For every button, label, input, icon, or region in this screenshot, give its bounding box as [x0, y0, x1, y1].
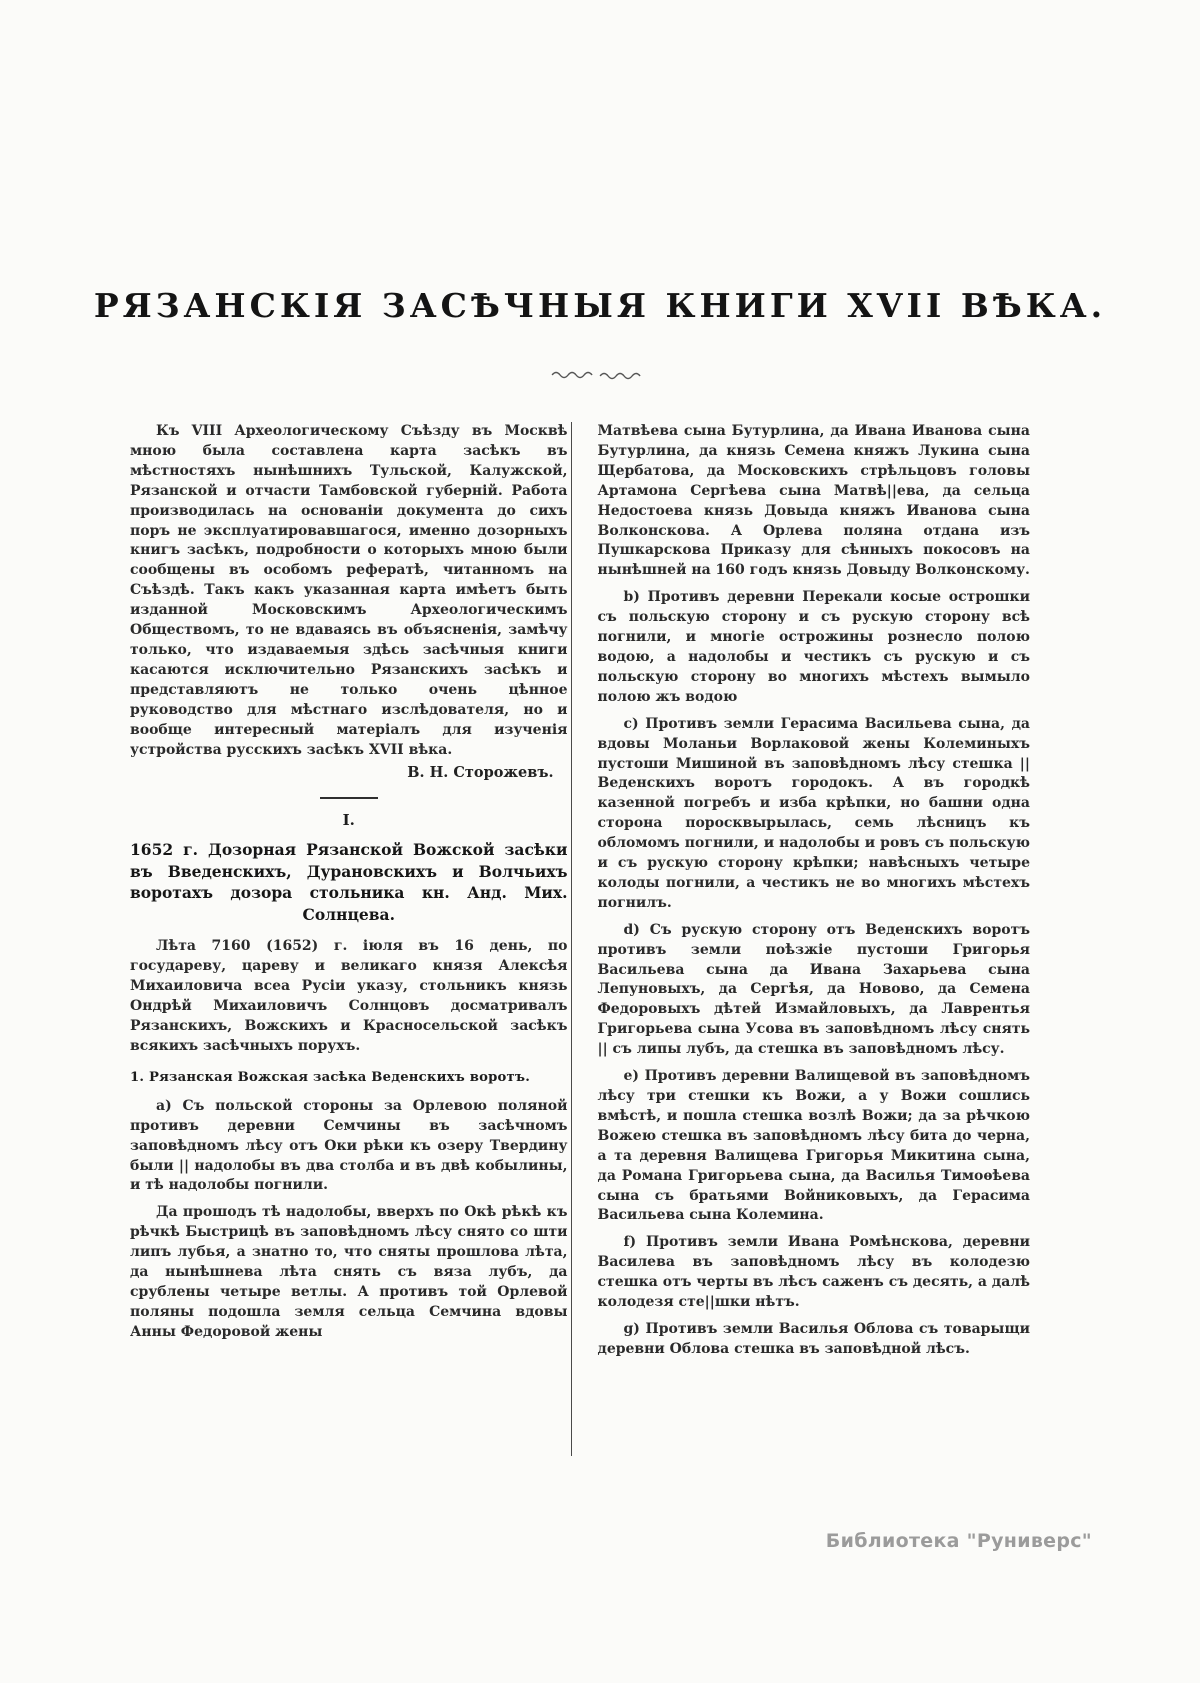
item-e-paragraph: e) Противъ деревни Валищевой въ заповѣдномъ лѣсу три стешки къ Вожи, а у Вожи сошлись вмѣстѣ, и пошла стешка возлѣ Вожи; да за рѣчкою Вожею стешка въ заповѣдномъ лѣсу бита до черна, а та деревня Валищева Григорья Микитина сына, да Романа Григорьева сына, да Василья Тимоѳѣева сына съ братьями Войниковыхъ, да Герасима Васильева сына Колемина. [597, 1068, 1030, 1224]
section-number: I. [342, 811, 355, 830]
author-signature: В. Н. Сторожевъ. [407, 764, 554, 782]
intro-paragraph: Къ VIII Археологическому Съѣзду въ Москвѣ мною была составлена карта засѣкъ въ мѣстностяхъ нынѣшнихъ Тульской, Калужской, Рязанской и отчасти Тамбовской губерній. Работа производилась на основаніи документа до сихъ поръ не эксплуатировавшагося, именно дозорныхъ книгъ засѣкъ, подробности о которыхъ мною были сообщены въ особомъ рефератѣ, читанномъ на Съѣздѣ. Такъ какъ указанная карта имѣетъ быть изданной Московскимъ Археологическимъ Обществомъ, то не вдаваясь въ объясненія, замѣчу только, что издаваемыя здѣсь засѣчныя книги касаются исключительно Рязанскихъ засѣкъ и представляютъ не только очень цѣнное руководство для мѣстнаго изслѣдователя, но и вообще интересный матеріалъ для изученія устройства русскихъ засѣкъ XVII вѣка. [130, 423, 568, 758]
continuation-paragraph: Матвѣева сына Бутурлина, да Ивана Иванова сына Бутурлина, да князь Семена княжъ Лукина сына Щербатова, да Московскихъ стрѣльцовъ головы Артамона Сергѣева сына Матвѣ||ева, да сельца Недостоева князь Довыда княжъ Иванова сына Волконскова. А Орлева поляна отдана изъ Пушкарскова Приказу для сѣнныхъ покосовъ на нынѣшней на 160 годъ князь Довыду Волконскому. [597, 423, 1030, 579]
item-c-paragraph: c) Противъ земли Герасима Васильева сына, да вдовы Моланьи Ворлаковой жены Колеминыхъ пустоши Мишиной въ заповѣдномъ лѣсу стешка || Веденскихъ воротъ городокъ. А въ городкѣ казенной погребъ и изба крѣпки, но башни одна сторона поросквырылась, семь лѣсницъ къ обломомъ погнили, и надолобы и ровъ съ польскую и съ рускую сторону крѣпки; навѣсныхъ четыре колоды погнили, а честикъ не во многихъ мѣстехъ погнилъ. [597, 715, 1030, 911]
left-column [130, 422, 568, 1360]
opening-paragraph: Лѣта 7160 (1652) г. іюля въ 16 день, по государеву, цареву и великаго князя Алексѣя Михаиловича всеа Русіи указу, стольникъ князь Ондрѣй Михаиловичъ Солнцовъ досматривалъ Рязанскихъ, Вожскихъ и Красносельской засѣкъ всякихъ засѣчныхъ порухъ. [130, 938, 568, 1054]
section-rule [320, 797, 378, 799]
item-g-paragraph: g) Противъ земли Василья Облова съ товарыщи деревни Облова стешка въ заповѣдной лѣсъ. [597, 1320, 1030, 1357]
library-watermark: Библиотека "Руниверс" [825, 1530, 1092, 1552]
subsection-heading: 1. Рязанская Вожская засѣка Веденскихъ воротъ. [130, 1069, 531, 1085]
two-column-text [130, 422, 1030, 1360]
right-column [585, 422, 1031, 1360]
item-d-paragraph: d) Съ рускую сторону отъ Веденскихъ воротъ противъ земли поѣзжіе пустоши Григорья Васильева сына да Ивана Захарьева сына Лепуновыхъ, да Сергѣя, да Новово, да Семена Федоровыхъ дѣтей Измайловыхъ, да Лаврентья Григорьева сына Усова въ заповѣдномъ лѣсу снять || съ липы лубъ, да стешка въ заповѣдномъ лѣсу. [597, 921, 1030, 1058]
ornament-squiggle-icon [550, 366, 646, 385]
item-a-continuation: Да прошодъ тѣ надолобы, вверхъ по Окѣ рѣкѣ къ рѣчкѣ Быстрицѣ въ заповѣдномъ лѣсу снято со шти липъ лубья, а знатно то, что сняты прошлова лѣта, да нынѣшнева лѣта снять съ вяза лубъ, да срублены четыре ветлы. А противъ той Орлевой поляны подошла земля сельца Семчина вдовы Анны Федоровой жены [130, 1204, 568, 1340]
item-a-paragraph: а) Съ польской стороны за Орлевою поляной противъ деревни Семчины въ засѣчномъ заповѣдномъ лѣсу отъ Оки рѣки къ озеру Твердину были || надолобы въ два столба и въ двѣ кобылины, и тѣ надолобы погнили. [130, 1097, 568, 1194]
page-title: РЯЗАНСКІЯ ЗАСѢЧНЫЯ КНИГИ XVII ВѢКА. [93, 286, 1107, 325]
section-heading: 1652 г. Дозорная Рязанской Вожской засѣки въ Введенскихъ, Дурановскихъ и Волчьихъ воротахъ дозора стольника кн. Анд. Мих. Солнцева. [130, 840, 568, 924]
item-f-paragraph: f) Противъ земли Ивана Ромѣнскова, деревни Василева въ заповѣдномъ лѣсу въ колодезю стешка отъ черты въ лѣсъ саженъ съ десять, а далѣ колодезя сте||шки нѣтъ. [597, 1234, 1030, 1311]
item-b-paragraph: b) Противъ деревни Перекали косые острошки съ польскую сторону и съ рускую сторону всѣ погнили, и многіе острожины рознесло полою водою, а надолобы и честикъ съ рускую и съ польскую сторону во многихъ мѣстехъ вымыло полою жъ водою [597, 589, 1030, 705]
